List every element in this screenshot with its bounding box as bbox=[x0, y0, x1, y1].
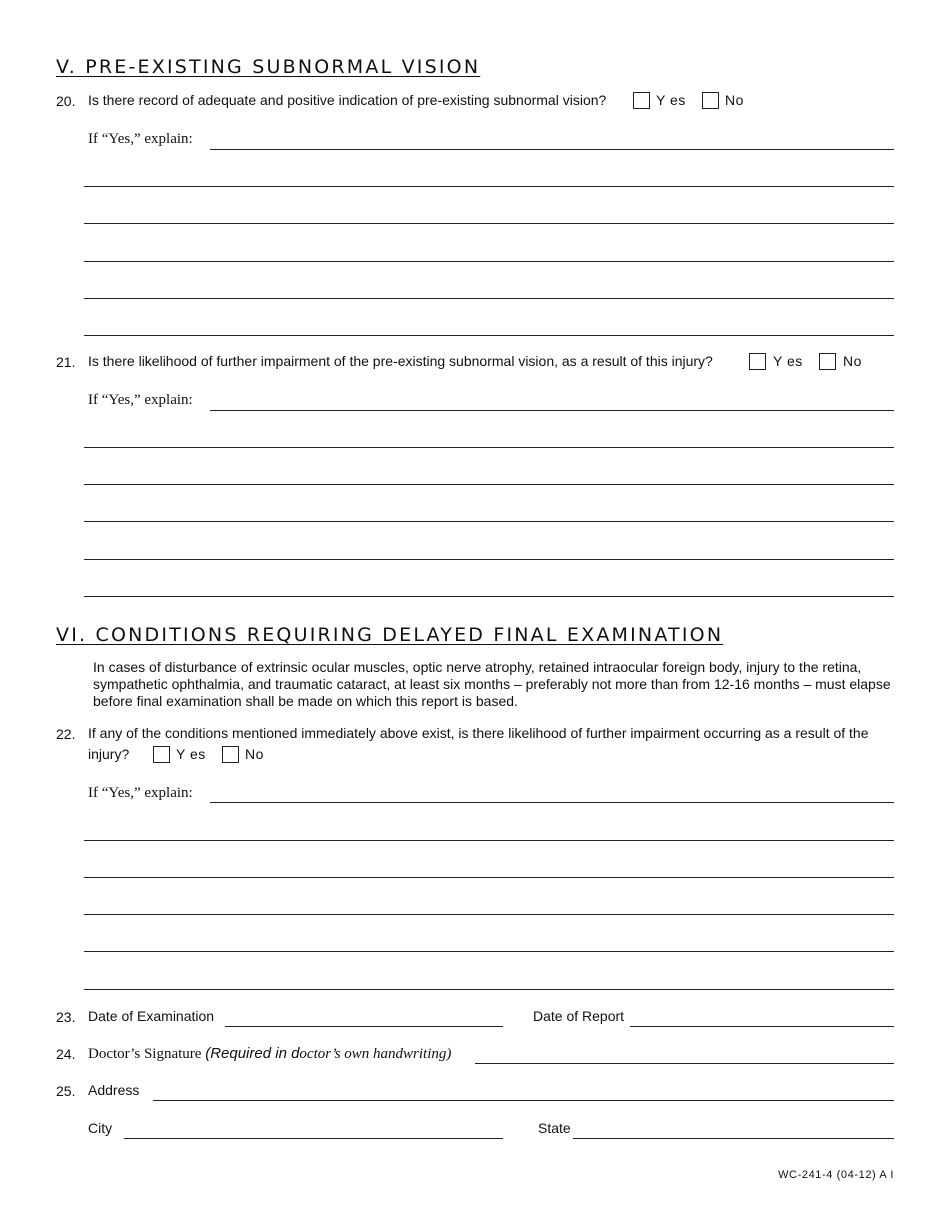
q20-explain-line-3[interactable] bbox=[84, 223, 894, 224]
q20-explain-line-6[interactable] bbox=[84, 335, 894, 336]
q21-number: 21. bbox=[56, 354, 76, 370]
doctor-signature-label bbox=[88, 1045, 451, 1063]
q22-no-checkbox[interactable] bbox=[222, 746, 239, 763]
q21-explain-line-5[interactable] bbox=[84, 559, 894, 560]
form-id: WC-241-4 (04-12) A I bbox=[778, 1169, 894, 1181]
q20-yes-checkbox[interactable] bbox=[633, 92, 650, 109]
q20-yes-label: Y es bbox=[656, 92, 686, 108]
section-vi-intro bbox=[93, 659, 898, 710]
q20-explain-line-5[interactable] bbox=[84, 298, 894, 299]
q21-no-checkbox[interactable] bbox=[819, 353, 836, 370]
q20-explain-line-1[interactable] bbox=[210, 149, 894, 150]
date-of-report-label: Date of Report bbox=[533, 1008, 625, 1024]
doctor-signature-text: Doctor’s Signature bbox=[88, 1046, 202, 1062]
q22-text-line-1: If any of the conditions mentioned immediately above exist, is there likelihood of further impairment occurring as a result of the bbox=[88, 725, 869, 741]
q25-number: 25. bbox=[56, 1083, 76, 1099]
city-label: City bbox=[88, 1120, 113, 1136]
q20-explain-line-2[interactable] bbox=[84, 186, 894, 187]
q22-text-line-2: injury? bbox=[88, 746, 130, 762]
q22-explain-line-3[interactable] bbox=[84, 877, 894, 878]
q20-explain-label: If “Yes,” explain: bbox=[88, 131, 193, 147]
state-label: State bbox=[538, 1120, 571, 1136]
q21-no-label: No bbox=[843, 353, 862, 369]
date-of-examination-field[interactable] bbox=[225, 1026, 503, 1027]
address-label: Address bbox=[88, 1082, 140, 1098]
q21-yes-label: Y es bbox=[773, 353, 803, 369]
state-field[interactable] bbox=[573, 1138, 894, 1139]
q22-explain-label: If “Yes,” explain: bbox=[88, 785, 193, 801]
city-field[interactable] bbox=[124, 1138, 503, 1139]
q21-explain-line-6[interactable] bbox=[84, 596, 894, 597]
section-vi-title: VI. CONDITIONS REQUIRING DELAYED FINAL EXAMINATION bbox=[56, 624, 724, 646]
q20-number: 20. bbox=[56, 93, 76, 109]
q22-number: 22. bbox=[56, 726, 76, 742]
q22-explain-line-6[interactable] bbox=[84, 989, 894, 990]
q22-no-label: No bbox=[245, 746, 264, 762]
q22-explain-line-1[interactable] bbox=[210, 802, 894, 803]
q20-no-label: No bbox=[725, 92, 744, 108]
doctor-signature-field[interactable] bbox=[475, 1063, 894, 1064]
q21-explain-line-1[interactable] bbox=[210, 410, 894, 411]
section-vi-intro-line-2: sympathetic ophthalmia, and traumatic cataract, at least six months – preferably not more than from 12-16 months – must elapse bbox=[93, 676, 891, 692]
q20-no-checkbox[interactable] bbox=[702, 92, 719, 109]
date-of-report-field[interactable] bbox=[630, 1026, 894, 1027]
q21-explain-line-3[interactable] bbox=[84, 484, 894, 485]
q20-text: Is there record of adequate and positive indication of pre-existing subnormal vision? bbox=[88, 92, 607, 108]
section-vi-intro-line-3: before final examination shall be made on which this report is based. bbox=[93, 693, 518, 709]
q22-yes-checkbox[interactable] bbox=[153, 746, 170, 763]
address-field[interactable] bbox=[153, 1100, 894, 1101]
section-v-title: V. PRE-EXISTING SUBNORMAL VISION bbox=[56, 56, 481, 78]
signature-note-part-2: octor’s own handwriting) bbox=[299, 1046, 452, 1062]
q22-explain-line-5[interactable] bbox=[84, 951, 894, 952]
section-vi-intro-line-1: In cases of disturbance of extrinsic ocular muscles, optic nerve atrophy, retained intraocular foreign body, injury to the retina, bbox=[93, 659, 862, 675]
q21-explain-label: If “Yes,” explain: bbox=[88, 392, 193, 408]
q22-explain-line-2[interactable] bbox=[84, 840, 894, 841]
q20-explain-line-4[interactable] bbox=[84, 261, 894, 262]
date-of-examination-label: Date of Examination bbox=[88, 1008, 215, 1024]
q21-explain-line-4[interactable] bbox=[84, 521, 894, 522]
q24-number: 24. bbox=[56, 1046, 76, 1062]
q22-explain-line-4[interactable] bbox=[84, 914, 894, 915]
q21-yes-checkbox[interactable] bbox=[749, 353, 766, 370]
q21-explain-line-2[interactable] bbox=[84, 447, 894, 448]
q22-yes-label: Y es bbox=[176, 746, 206, 762]
signature-note-part-1: (Required in d bbox=[205, 1045, 300, 1062]
q21-text: Is there likelihood of further impairment of the pre-existing subnormal vision, as a result of this injury? bbox=[88, 353, 713, 369]
q23-number: 23. bbox=[56, 1009, 76, 1025]
